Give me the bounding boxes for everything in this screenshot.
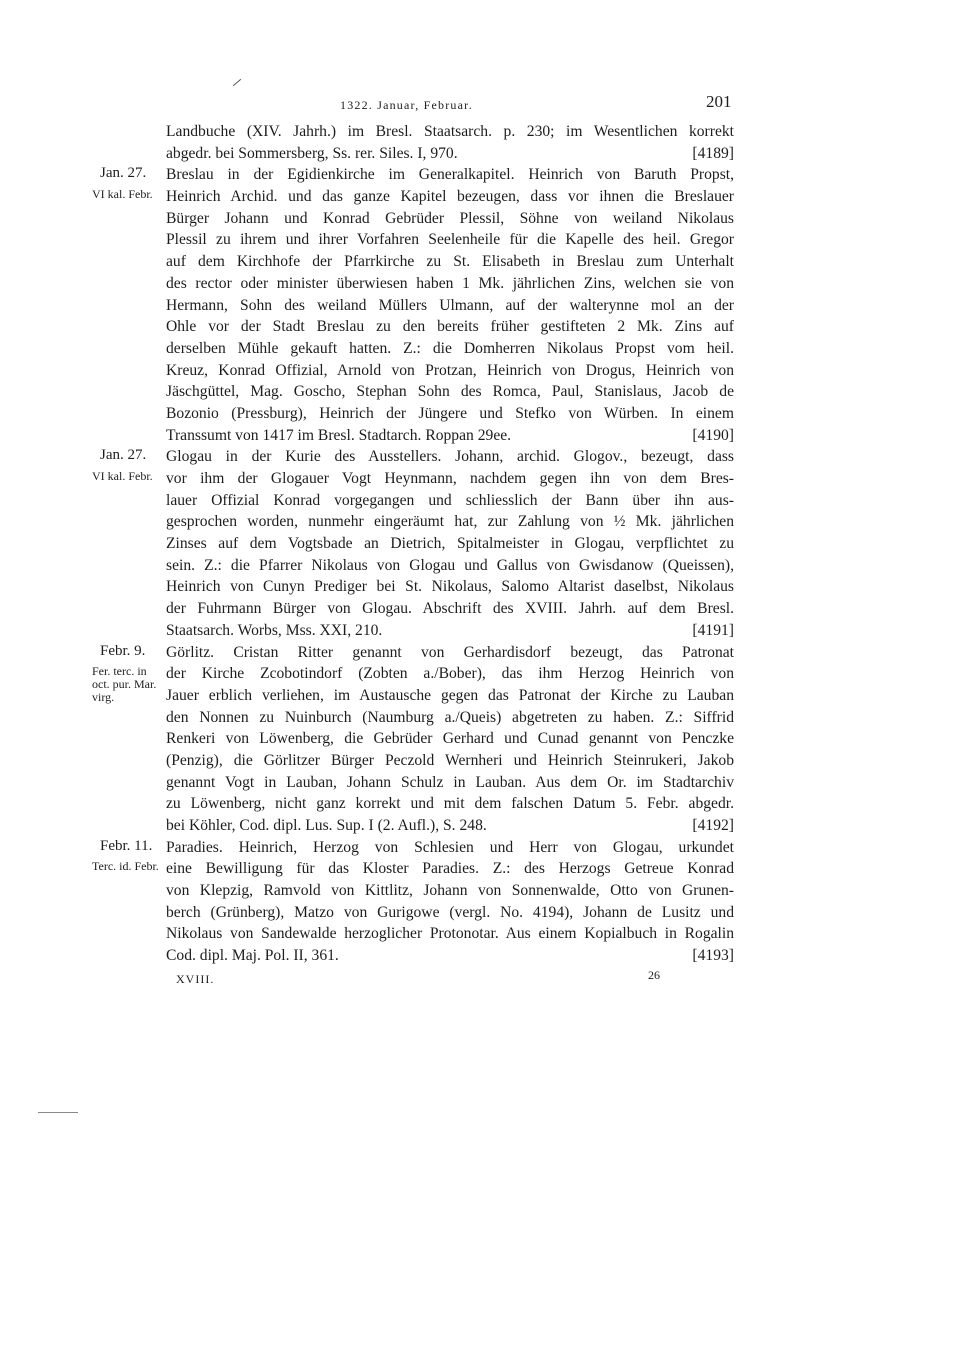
line-text: Kreuz, Konrad Offizial, Arnold von Protzan, Heinrich von Drogus, Heinrich von <box>166 361 734 379</box>
entry-date: Jan. 27. <box>100 447 147 464</box>
line-text: Transsumt von 1417 im Bresl. Stadtarch. Roppan 29ee. <box>166 426 512 444</box>
line-text: den Nonnen zu Nuinburch (Naumburg a./Queis) abgetreten zu haben. Z.: Siffrid <box>166 708 734 726</box>
line-text: eine Bewilligung für das Kloster Paradies. Z.: des Herzogs Getreue Konrad <box>166 860 734 878</box>
line-text: abgedr. bei Sommersberg, Ss. rer. Siles. I, 970. <box>166 144 458 162</box>
text-line <box>0 945 960 967</box>
text-line <box>0 403 960 425</box>
line-text: Jäschgüttel, Mag. Goscho, Stephan Sohn des Romca, Paul, Stanislaus, Jacob de <box>166 383 734 401</box>
text-line <box>0 576 960 598</box>
text-line <box>0 164 960 186</box>
text-line <box>0 229 960 251</box>
entry-date: Febr. 9. <box>100 642 146 659</box>
line-text: derselben Mühle gekauft hatten. Z.: die Domherren Nikolaus Propst vom heil. <box>166 339 734 357</box>
line-text: Nikolaus von Sandewalde herzoglicher Protonotar. Aus einem Kopialbuch in Rogalin <box>166 925 734 943</box>
text-line <box>0 490 960 512</box>
entry-number: [4193] <box>692 947 734 965</box>
text-line <box>0 468 960 490</box>
line-text: der Kirche Zcobotindorf (Zobten a./Bober), das ihm Herzog Heinrich von <box>166 665 734 683</box>
text-line <box>0 295 960 317</box>
line-text: Hermann, Sohn des weiland Müllers Ulmann, auf der walterynne mol an der <box>166 296 734 314</box>
signature-mark: XVIII. <box>176 972 215 986</box>
line-text: Bozonio (Pressburg), Heinrich der Jüngere und Stefko von Würben. In einem <box>166 404 734 422</box>
line-text: Renkeri von Löwenberg, die Gebrüder Gerhard und Cunad genannt von Penczke <box>166 730 734 748</box>
line-text: von Klepzig, Ramvold von Kittlitz, Johann von Sonnenwalde, Otto von Grunen- <box>166 882 734 900</box>
line-text: Glogau in der Kurie des Ausstellers. Johann, archid. Glogov., bezeugt, dass <box>166 448 734 466</box>
entry-roman-date: VI kal. Febr. <box>92 469 153 483</box>
text-line <box>0 685 960 707</box>
text-line <box>0 360 960 382</box>
text-line <box>0 121 960 143</box>
entry-number: [4189] <box>692 144 734 162</box>
pencil-mark <box>233 79 241 86</box>
line-text: gesprochen worden, nunmehr eingeräumt hat, zur Zahlung von ½ Mk. jährlichen <box>166 513 734 531</box>
line-text: Görlitz. Cristan Ritter genannt von Gerhardisdorf bezeugt, das Patronat <box>166 643 734 661</box>
entry-roman-date: Terc. id. Febr. <box>92 859 159 874</box>
sheet-number: 26 <box>648 968 660 982</box>
text-line <box>0 186 960 208</box>
line-text: lauer Offizial Konrad vorgegangen und schliesslich der Bann über ihn aus- <box>166 491 734 509</box>
line-text: sein. Z.: die Pfarrer Nikolaus von Glogau und Gallus von Gwisdanow (Queissen), <box>166 556 734 574</box>
text-line <box>0 208 960 230</box>
entry-date: Jan. 27. <box>100 165 147 182</box>
regesta-text <box>0 121 960 967</box>
line-text: der Fuhrmann Bürger von Glogau. Abschrift des XVIII. Jahrh. auf dem Bresl. <box>166 600 734 618</box>
line-text: genannt Vogt in Lauban, Johann Schulz in Lauban. Aus dem Or. im Stadtarchiv <box>166 773 734 791</box>
line-text: Cod. dipl. Maj. Pol. II, 361. <box>166 947 339 965</box>
entry-date: Febr. 11. <box>100 837 153 854</box>
line-text: auf dem Kirchhofe der Pfarrkirche zu St. Elisabeth in Breslau zum Unterhalt <box>166 253 734 271</box>
line-text: zu Löwenberg, nicht ganz korrekt und mit dem falschen Datum 5. Febr. abgedr. <box>166 795 734 813</box>
line-text: Paradies. Heinrich, Herzog von Schlesien und Herr von Glogau, urkundet <box>166 838 734 856</box>
text-line <box>0 642 960 664</box>
line-text: Heinrich von Cunyn Prediger bei St. Nikolaus, Salomo Altarist daselbst, Nikolaus <box>166 578 734 596</box>
text-line <box>0 728 960 750</box>
text-line <box>0 707 960 729</box>
line-text: Staatsarch. Worbs, Mss. XXI, 210. <box>166 621 383 639</box>
running-title: 1322. Januar, Februar. <box>340 98 473 112</box>
line-text: berch (Grünberg), Matzo von Gurigowe (vergl. No. 4194), Johann de Lusitz und <box>166 903 734 921</box>
text-line <box>0 923 960 945</box>
text-line <box>0 511 960 533</box>
entry-number: [4190] <box>692 426 734 444</box>
page-number: 201 <box>706 92 732 111</box>
text-line <box>0 880 960 902</box>
text-line <box>0 446 960 468</box>
entry-roman-date: VI kal. Febr. <box>92 187 153 202</box>
text-line <box>0 750 960 772</box>
page-header <box>0 92 960 116</box>
text-line <box>0 251 960 273</box>
line-text: bei Köhler, Cod. dipl. Lus. Sup. I (2. Aufl.), S. 248. <box>166 817 487 834</box>
entry-roman-date: Fer. terc. in oct. pur. Mar. virg. <box>92 664 157 705</box>
text-line <box>0 815 960 837</box>
text-line <box>0 425 960 447</box>
line-text: Zinses auf dem Vogtsbade an Dietrich, Spitalmeister in Glogau, verpflichtet zu <box>166 535 734 553</box>
line-text: Jauer erblich verliehen, im Austausche gegen das Patronat der Kirche zu Lauban <box>166 686 734 704</box>
text-line <box>0 837 960 859</box>
text-line <box>0 793 960 815</box>
text-line <box>0 273 960 295</box>
line-text: Heinrich Archid. und das ganze Kapitel bezeugen, dass vor ihnen die Breslauer <box>166 188 734 206</box>
text-line <box>0 381 960 403</box>
entry-number: [4191] <box>692 621 734 639</box>
line-text: Bürger Johann und Konrad Gebrüder Plessil, Söhne von weiland Nikolaus <box>166 209 734 227</box>
line-text: Plessil zu ihrem und ihrer Vorfahren Seelenheile für die Kapelle des heil. Gregor <box>166 231 734 249</box>
text-line <box>0 598 960 620</box>
scan-artifact-line <box>38 1112 78 1113</box>
line-text: Breslau in der Egidienkirche im Generalkapitel. Heinrich von Baruth Propst, <box>166 166 734 184</box>
text-line <box>0 316 960 338</box>
line-text: des rector oder minister überwiesen haben 1 Mk. jährlichen Zins, welchen sie von <box>166 274 734 292</box>
text-line <box>0 902 960 924</box>
line-text: (Penzig), die Görlitzer Bürger Peczold Wernheri und Heinrich Steinrukeri, Jakob <box>166 751 734 769</box>
text-line <box>0 338 960 360</box>
line-text: vor ihm der Glogauer Vogt Heynmann, nachdem gegen ihn von dem Bres- <box>166 470 734 487</box>
line-text: Ohle vor der Stadt Breslau zu den bereits früher gestifteten 2 Mk. Zins auf <box>166 318 734 336</box>
text-line <box>0 858 960 880</box>
text-line <box>0 772 960 794</box>
text-line <box>0 555 960 577</box>
line-text: Landbuche (XIV. Jahrh.) im Bresl. Staatsarch. p. 230; im Wesentlichen korrekt <box>166 123 734 140</box>
text-line <box>0 620 960 642</box>
text-line <box>0 143 960 165</box>
entry-number: [4192] <box>692 817 734 834</box>
text-line <box>0 533 960 555</box>
